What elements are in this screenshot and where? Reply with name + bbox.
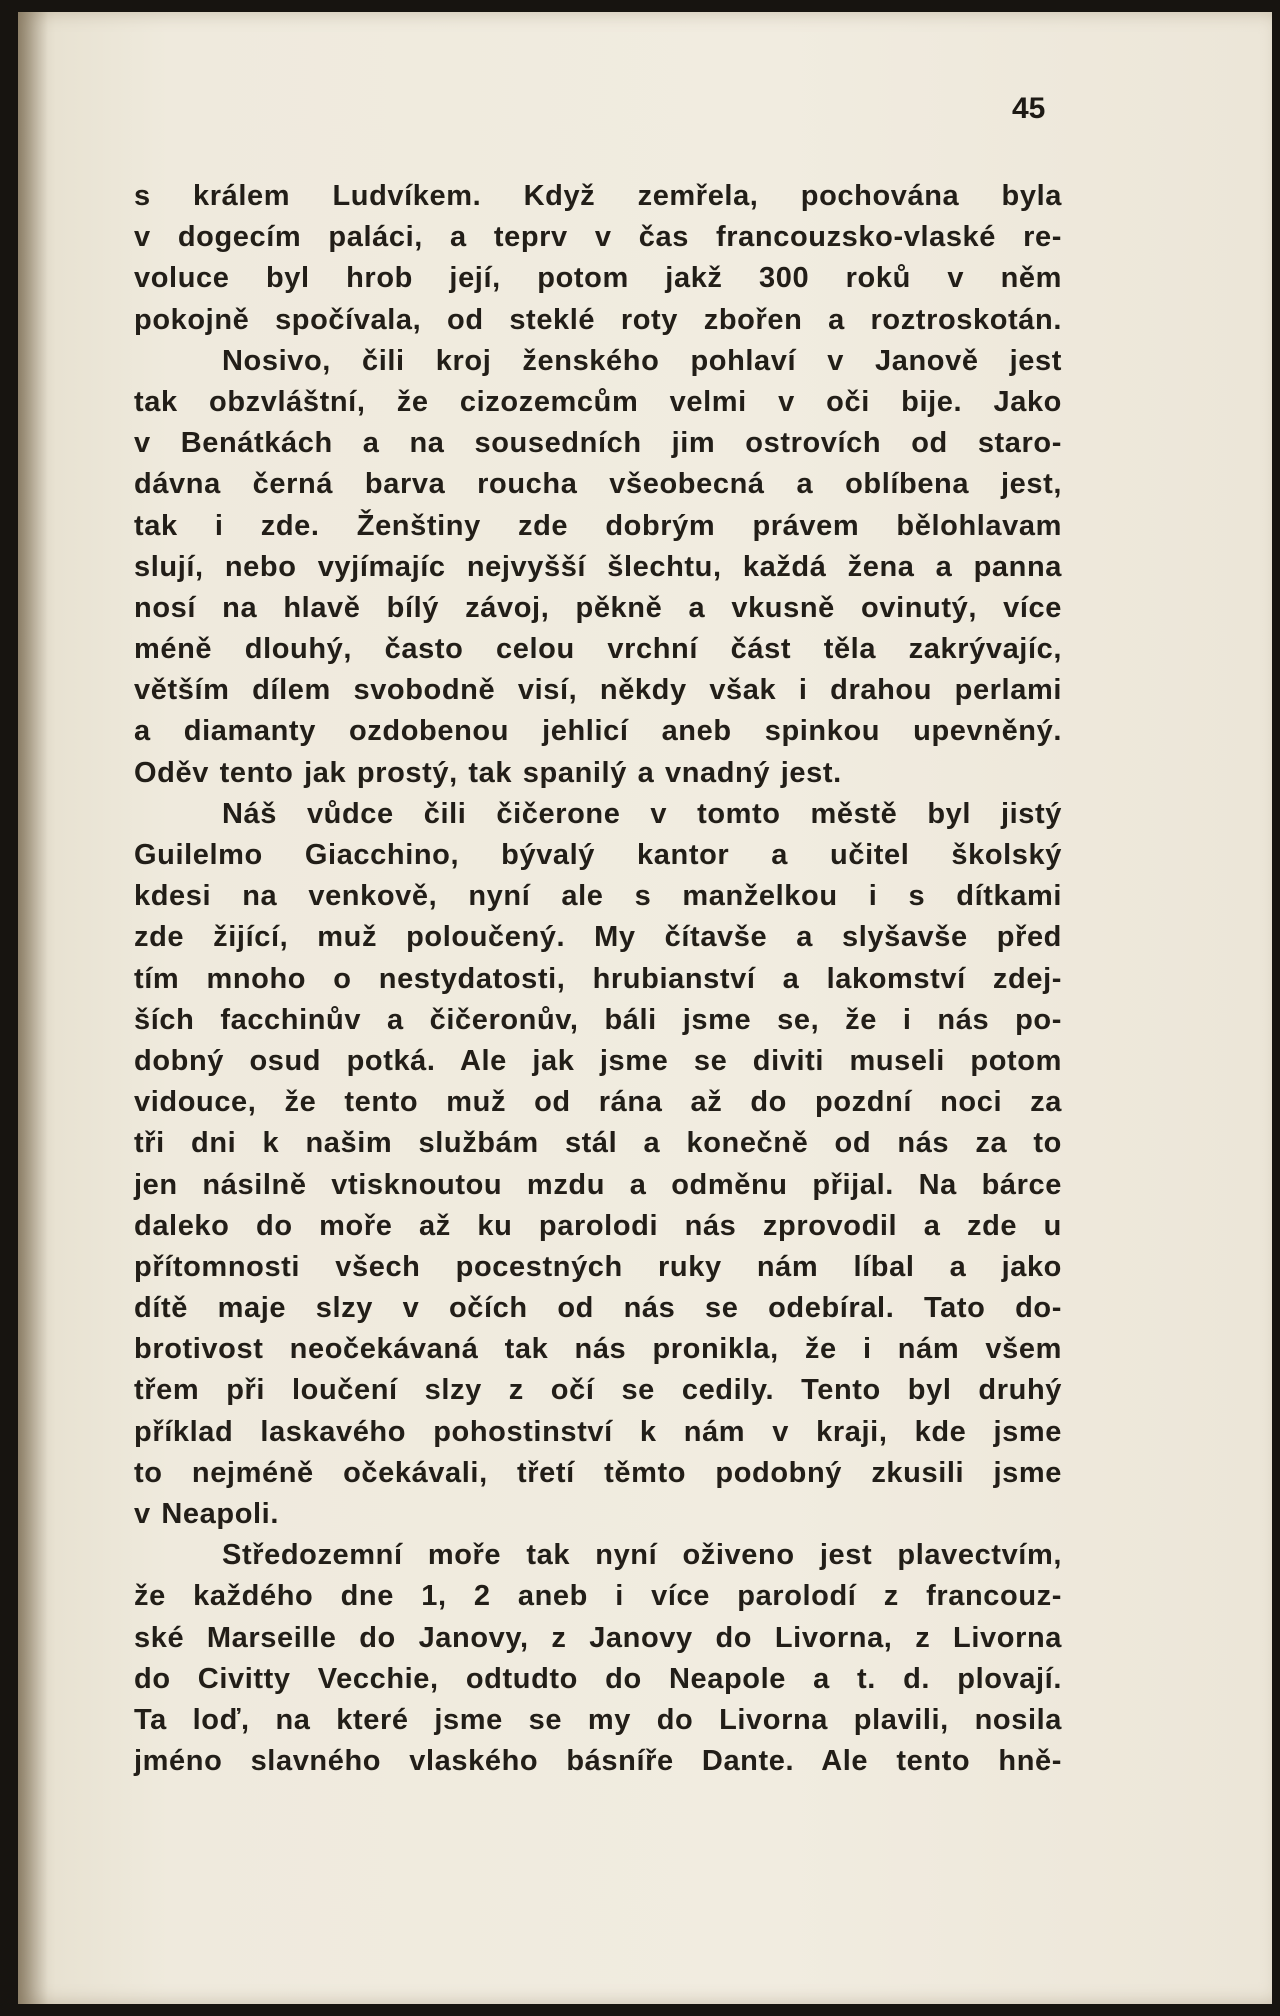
text-line: v Benátkách a na sousedních jim ostrovích od staro- xyxy=(134,427,1062,460)
text-line: jen násilně vtisknoutou mzdu a odměnu přijal. Na bárce xyxy=(134,1168,1062,1201)
text-line: vidouce, že tento muž od rána až do pozdní noci za xyxy=(134,1086,1062,1119)
text-line: Středozemní moře tak nyní oživeno jest plavectvím, xyxy=(222,1539,1062,1572)
text-line: že každého dne 1, 2 aneb i více parolodí z francouz- xyxy=(134,1580,1062,1613)
text-line: Nosivo, čili kroj ženského pohlaví v Janově jest xyxy=(222,344,1062,377)
text-line: příklad laskavého pohostinství k nám v kraji, kde jsme xyxy=(134,1415,1062,1448)
text-line: voluce byl hrob její, potom jakž 300 roků v něm xyxy=(134,262,1062,295)
text-line: tím mnoho o nestydatosti, hrubianství a lakomství zdej- xyxy=(134,962,1062,995)
text-line: větším dílem svobodně visí, někdy však i drahou perlami xyxy=(134,674,1062,707)
text-line: a diamanty ozdobenou jehlicí aneb spinkou upevněný. xyxy=(134,715,1062,748)
text-line: pokojně spočívala, od steklé roty zbořen a roztroskotán. xyxy=(134,303,1062,336)
text-line: ších facchinův a čičeronův, báli jsme se, že i nás po- xyxy=(134,1003,1062,1036)
text-line: to nejméně očekávali, třetí těmto podobný zkusili jsme xyxy=(134,1456,1062,1489)
text-line: brotivost neočekávaná tak nás pronikla, že i nám všem xyxy=(134,1333,1062,1366)
text-line: přítomnosti všech pocestných ruky nám líbal a jako xyxy=(134,1250,1062,1283)
text-line: kdesi na venkově, nyní ale s manželkou i s dítkami xyxy=(134,880,1062,913)
text-line: v dogecím paláci, a teprv v čas francouzsko-vlaské re- xyxy=(134,221,1062,254)
text-line: dítě maje slzy v očích od nás se odebíral. Tato do- xyxy=(134,1292,1062,1325)
text-line: v Neapoli. xyxy=(134,1498,279,1530)
text-line: do Civitty Vecchie, odtudto do Neapole a t. d. plovají. xyxy=(134,1662,1062,1695)
text-line: Guilelmo Giacchino, bývalý kantor a učitel školský xyxy=(134,839,1062,871)
text-line: s králem Ludvíkem. Když zemřela, pochována byla xyxy=(134,180,1062,212)
text-line: Oděv tento jak prostý, tak spanilý a vnadný jest. xyxy=(134,756,842,789)
text-line: dávna černá barva roucha všeobecná a oblíbena jest, xyxy=(134,468,1062,501)
text-line: třem při loučení slzy z očí se cedily. Tento byl druhý xyxy=(134,1374,1062,1407)
text-line: jméno slavného vlaského básníře Dante. Ale tento hně- xyxy=(134,1745,1062,1778)
text-line: slují, nebo vyjímajíc nejvyšší šlechtu, každá žena a panna xyxy=(134,550,1062,583)
text-line: zde žijící, muž poloučený. My čítavše a slyšavše před xyxy=(134,921,1062,954)
text-line: nosí na hlavě bílý závoj, pěkně a vkusně ovinutý, více xyxy=(134,591,1062,624)
text-line: ské Marseille do Janovy, z Janovy do Livorna, z Livorna xyxy=(134,1621,1062,1654)
page-number: 45 xyxy=(1012,92,1046,125)
text-line: Náš vůdce čili čičerone v tomto městě byl jistý xyxy=(222,797,1062,830)
text-line: tři dni k našim službám stál a konečně od nás za to xyxy=(134,1127,1062,1160)
text-line: daleko do moře až ku parolodi nás zprovodil a zde u xyxy=(134,1209,1062,1242)
page-gutter-shadow xyxy=(18,12,48,2004)
text-line: Ta loď, na které jsme se my do Livorna plavili, nosila xyxy=(134,1703,1062,1736)
text-line: méně dlouhý, často celou vrchní část těla zakrývajíc, xyxy=(134,633,1062,666)
text-line: dobný osud potká. Ale jak jsme se diviti museli potom xyxy=(134,1044,1062,1077)
text-line: tak obzvláštní, že cizozemcům velmi v oči bije. Jako xyxy=(134,385,1062,418)
text-line: tak i zde. Ženštiny zde dobrým právem bělohlavam xyxy=(134,509,1062,542)
body-text xyxy=(134,176,1062,1782)
